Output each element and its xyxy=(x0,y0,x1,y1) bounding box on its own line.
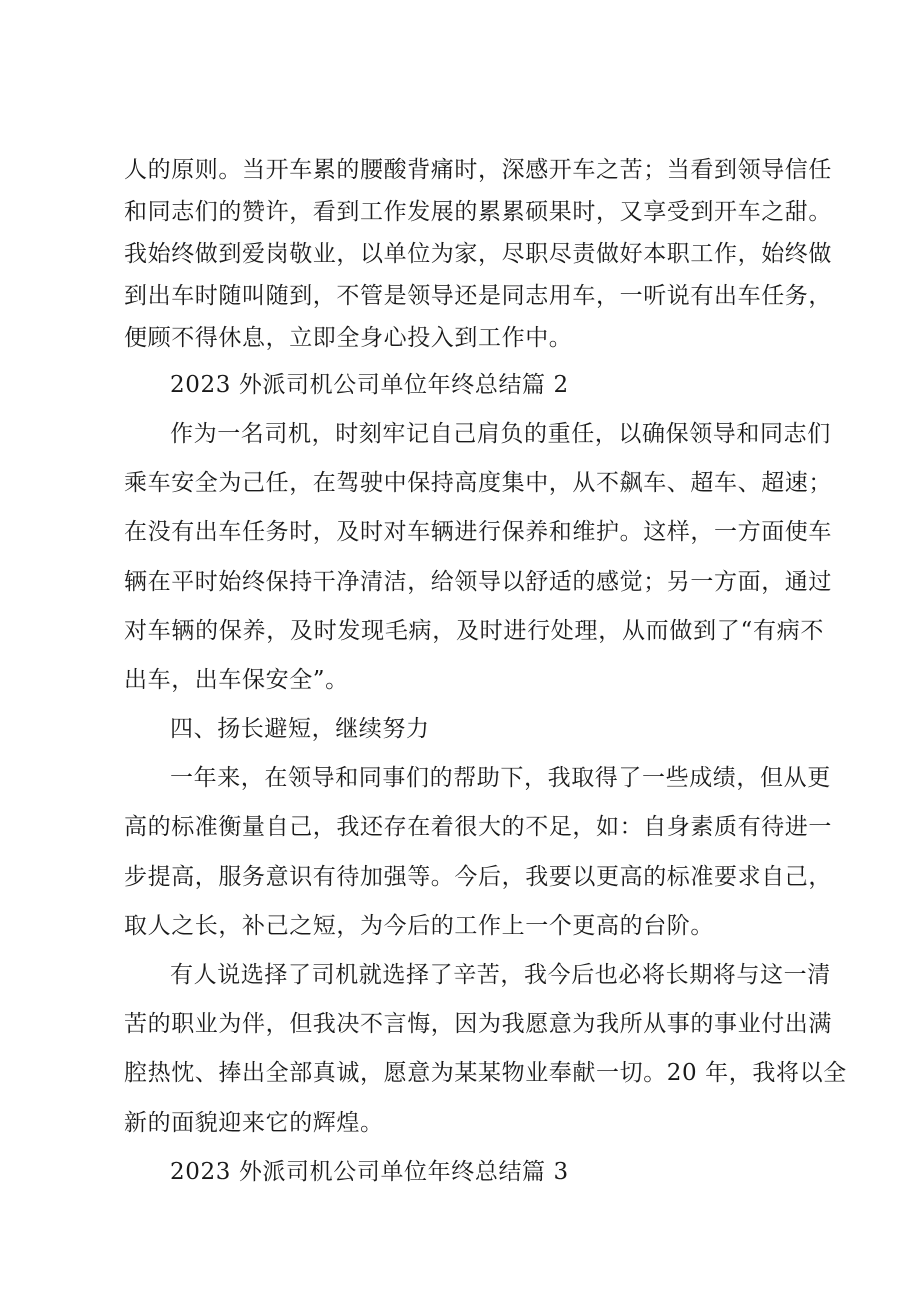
paragraph-line: 步提高，服务意识有待加强等。今后，我要以更高的标准要求自己， xyxy=(124,864,832,890)
paragraph-line: 辆在平时始终保持干净清洁，给领导以舒适的感觉；另一方面，通过 xyxy=(124,569,832,595)
paragraph-line: 和同志们的赞许，看到工作发展的累累硕果时，又享受到开车之甜。 xyxy=(124,199,832,225)
paragraph-line: 到出车时随叫随到，不管是领导还是同志用车，一听说有出车任务， xyxy=(124,283,832,309)
paragraph-line: 有人说选择了司机就选择了辛苦，我今后也必将长期将与这一清 xyxy=(170,962,831,988)
paragraph-line: 高的标准衡量自己，我还存在着很大的不足，如：自身素质有待进一 xyxy=(124,814,832,840)
paragraph-line: 腔热忱、捧出全部真诚，愿意为某某物业奉献一切。20 年，我将以全 xyxy=(124,1060,847,1086)
paragraph-line: 苦的职业为伴，但我决不言悔，因为我愿意为我所从事的事业付出满 xyxy=(124,1011,832,1037)
paragraph-line: 便顾不得休息，立即全身心投入到工作中。 xyxy=(124,325,573,351)
paragraph-line: 一年来，在领导和同事们的帮助下，我取得了一些成绩，但从更 xyxy=(170,765,831,791)
paragraph-line: 作为一名司机，时刻牢记自己肩负的重任，以确保领导和同志们 xyxy=(170,421,831,447)
paragraph-line: 新的面貌迎来它的辉煌。 xyxy=(124,1110,384,1136)
paragraph-line: 在没有出车任务时，及时对车辆进行保养和维护。这样，一方面使车 xyxy=(124,519,832,545)
paragraph-line: 人的原则。当开车累的腰酸背痛时，深感开车之苦；当看到领导信任 xyxy=(124,157,832,183)
paragraph-line: 取人之长，补己之短，为今后的工作上一个更高的台阶。 xyxy=(124,913,714,939)
paragraph-line: 出车，出车保安全”。 xyxy=(124,667,349,693)
paragraph-line: 我始终做到爱岗敬业，以单位为家，尽职尽责做好本职工作，始终做 xyxy=(124,241,832,267)
paragraph-line: 乘车安全为己任，在驾驶中保持高度集中，从不飙车、超车、超速； xyxy=(124,470,832,496)
section-heading: 2023 外派司机公司单位年终总结篇 2 xyxy=(170,372,569,398)
section-heading: 2023 外派司机公司单位年终总结篇 3 xyxy=(170,1159,569,1185)
section-heading: 四、扬长避短，继续努力 xyxy=(170,716,430,742)
paragraph-line: 对车辆的保养，及时发现毛病，及时进行处理，从而做到了“有病不 xyxy=(124,618,824,644)
